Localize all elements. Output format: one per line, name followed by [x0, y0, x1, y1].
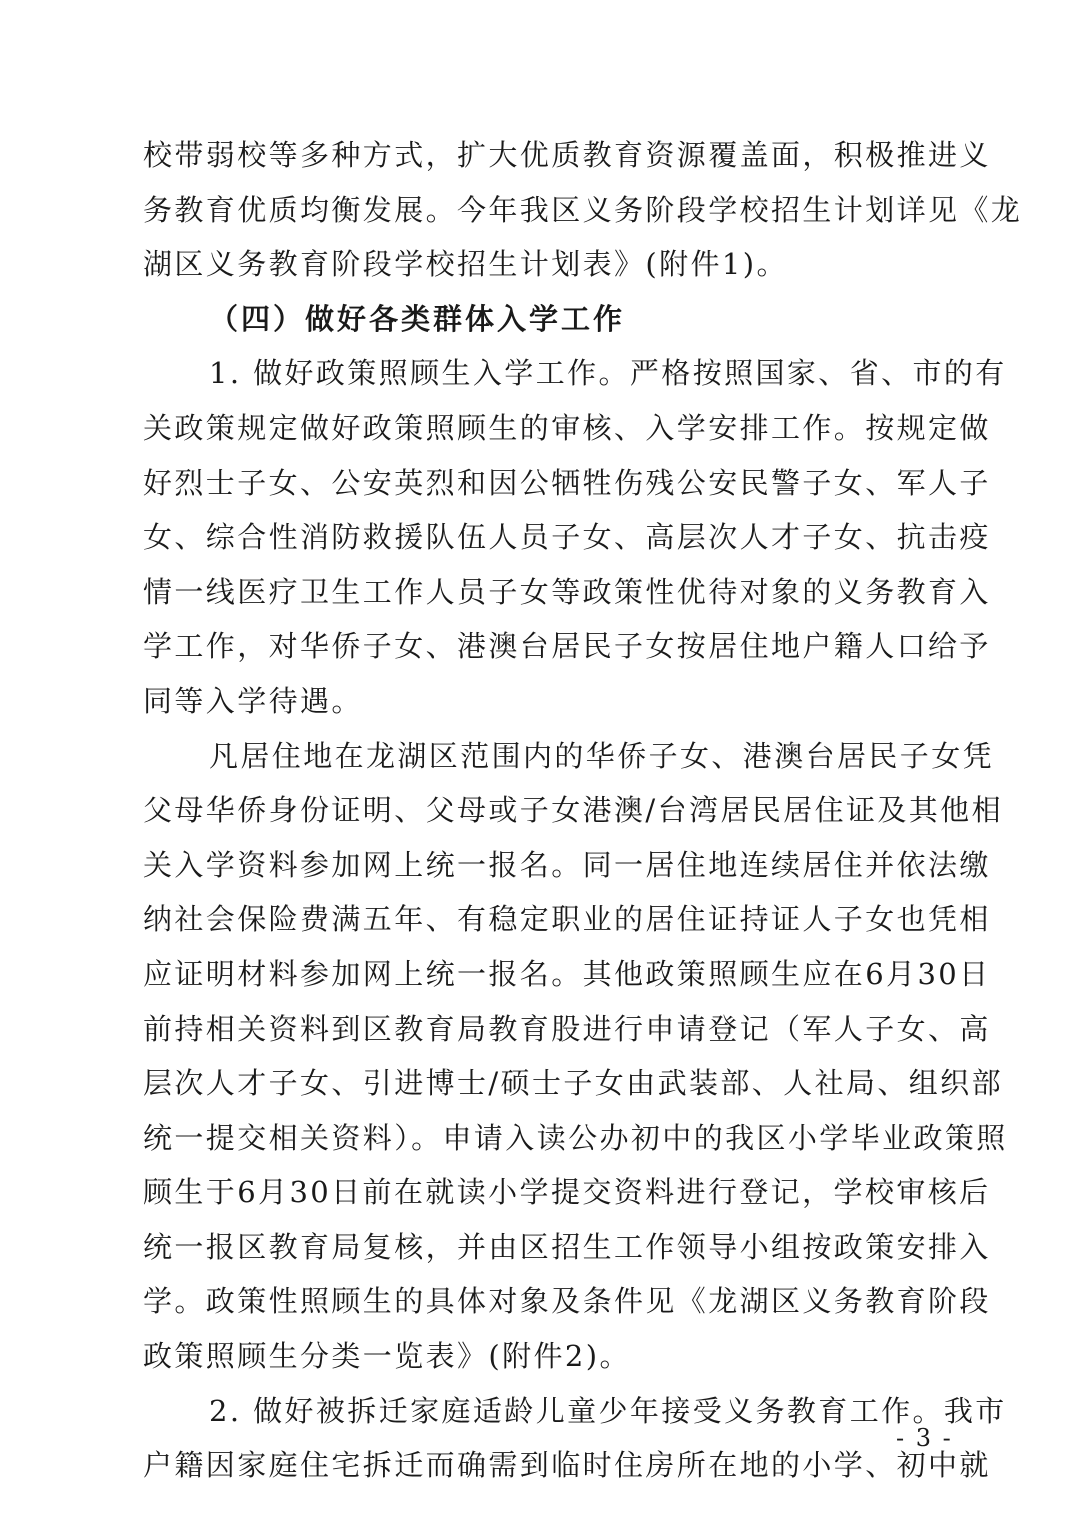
text-line: 湖区义务教育阶段学校招生计划表》(附件1)。 [143, 247, 788, 282]
text-line: 关政策规定做好政策照顾生的审核、入学安排工作。按规定做 [143, 410, 991, 445]
text-line: 学工作，对华侨子女、港澳台居民子女按居住地户籍人口给予 [143, 629, 991, 664]
text-line: 1. 做好政策照顾生入学工作。严格按照国家、省、市的有 [209, 356, 1007, 391]
text-line: 统一提交相关资料）。申请入读公办初中的我区小学毕业政策照 [143, 1120, 1008, 1155]
page-number: - 3 - [896, 1424, 953, 1452]
text-line: 好烈士子女、公安英烈和因公牺牲伤残公安民警子女、军人子 [143, 465, 991, 500]
text-line: 顾生于6月30日前在就读小学提交资料进行登记，学校审核后 [143, 1175, 991, 1210]
text-line: 前持相关资料到区教育局教育股进行申请登记（军人子女、高 [143, 1011, 991, 1046]
text-line: 同等入学待遇。 [143, 683, 363, 718]
text-line: 情一线医疗卫生工作人员子女等政策性优待对象的义务教育入 [143, 574, 991, 609]
text-line: 纳社会保险费满五年、有稳定职业的居住证持证人子女也凭相 [143, 902, 991, 937]
section-heading: （四）做好各类群体入学工作 [209, 301, 626, 336]
text-line: 务教育优质均衡发展。今年我区义务阶段学校招生计划详见《龙 [143, 192, 1023, 227]
text-line: 父母华侨身份证明、父母或子女港澳/台湾居民居住证及其他相 [143, 793, 1003, 828]
text-line: 户籍因家庭住宅拆迁而确需到临时住房所在地的小学、初中就 [143, 1448, 991, 1483]
text-line: 2. 做好被拆迁家庭适龄儿童少年接受义务教育工作。我市 [209, 1393, 1007, 1428]
body-text [143, 128, 1023, 1493]
text-line: 政策照顾生分类一览表》(附件2)。 [143, 1339, 631, 1374]
text-line: 校带弱校等多种方式，扩大优质教育资源覆盖面，积极推进义 [143, 138, 991, 172]
text-line: 学。政策性照顾生的具体对象及条件见《龙湖区义务教育阶段 [143, 1284, 991, 1319]
text-line: 关入学资料参加网上统一报名。同一居住地连续居住并依法缴 [143, 847, 991, 882]
text-line: 应证明材料参加网上统一报名。其他政策照顾生应在6月30日 [143, 956, 991, 991]
text-line: 层次人才子女、引进博士/硕士子女由武装部、人社局、组织部 [143, 1066, 1003, 1101]
text-line: 女、综合性消防救援队伍人员子女、高层次人才子女、抗击疫 [143, 520, 991, 555]
text-line: 凡居住地在龙湖区范围内的华侨子女、港澳台居民子女凭 [209, 738, 995, 773]
text-line: 统一报区教育局复核，并由区招生工作领导小组按政策安排入 [143, 1229, 991, 1264]
